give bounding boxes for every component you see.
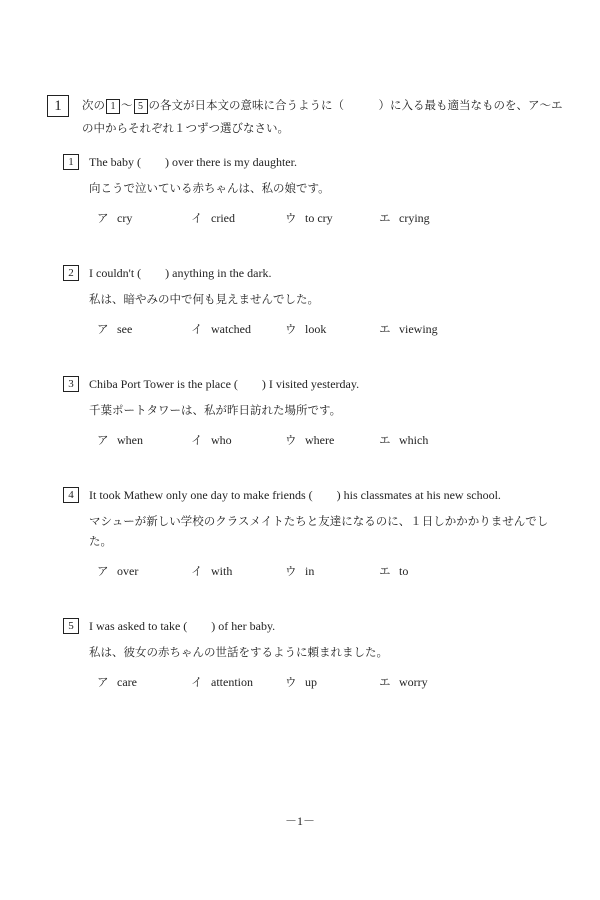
choice-text: in: [305, 564, 315, 578]
choice-i: [191, 210, 235, 226]
japanese-sentence: 私は、彼女の赤ちゃんの世話をするように頼まれました。: [89, 645, 388, 659]
choice-text: up: [305, 675, 317, 689]
choice-row: [97, 563, 577, 579]
choice-a: [97, 674, 137, 690]
choice-label: イ: [191, 322, 203, 336]
question-number-box: 1: [63, 154, 79, 170]
choice-label: ア: [97, 675, 109, 689]
choice-i: [191, 321, 251, 337]
choice-u: [285, 321, 326, 337]
choice-e: [379, 563, 408, 579]
choice-text: with: [211, 564, 233, 578]
choice-row: [97, 674, 577, 690]
japanese-sentence: 私は、暗やみの中で何も見えませんでした。: [89, 292, 319, 306]
choice-i: [191, 674, 253, 690]
choice-a: [97, 432, 143, 448]
choice-label: イ: [191, 675, 203, 689]
choice-text: when: [117, 433, 143, 447]
choice-label: ウ: [285, 211, 297, 225]
choice-text: crying: [399, 211, 430, 225]
choice-text: see: [117, 322, 133, 336]
english-sentence: I was asked to take ( ) of her baby.: [89, 619, 276, 633]
choice-text: who: [211, 433, 232, 447]
choice-label: イ: [191, 564, 203, 578]
choice-label: エ: [379, 211, 391, 225]
choice-label: エ: [379, 322, 391, 336]
question-number-box: 5: [63, 618, 79, 634]
choice-label: ア: [97, 211, 109, 225]
section-number: 1: [54, 98, 62, 114]
choice-text: attention: [211, 675, 253, 689]
section-number-box: [47, 95, 69, 117]
choice-label: ウ: [285, 675, 297, 689]
page-number: －1－: [284, 814, 315, 828]
choice-text: over: [117, 564, 139, 578]
japanese-sentence: 千葉ポートタワーは、私が昨日訪れた場所です。: [89, 403, 342, 417]
choice-label: ア: [97, 433, 109, 447]
choice-a: [97, 321, 132, 337]
range-tilde: ～: [121, 98, 133, 112]
choice-label: ウ: [285, 322, 297, 336]
range-start-box: 1: [106, 99, 120, 114]
instruction-text-start: 次の: [82, 98, 105, 112]
question-number-box: 2: [63, 265, 79, 281]
choice-row: [97, 432, 577, 448]
range-end-box: 5: [134, 99, 148, 114]
choice-u: [285, 210, 333, 226]
question-number-box: 4: [63, 487, 79, 503]
choice-text: to: [399, 564, 409, 578]
choice-label: ア: [97, 564, 109, 578]
choice-text: cry: [117, 211, 133, 225]
choice-label: ウ: [285, 433, 297, 447]
choice-text: care: [117, 675, 137, 689]
choice-a: [97, 563, 138, 579]
choice-i: [191, 432, 232, 448]
choice-text: worry: [399, 675, 428, 689]
english-sentence: I couldn't ( ) anything in the dark.: [89, 266, 272, 280]
japanese-sentence: 向こうで泣いている赤ちゃんは、私の娘です。: [89, 181, 330, 195]
choice-label: イ: [191, 433, 203, 447]
instruction-line-1: [82, 97, 563, 114]
choice-text: watched: [211, 322, 251, 336]
choice-row: [97, 321, 577, 337]
choice-e: [379, 321, 438, 337]
english-sentence: Chiba Port Tower is the place ( ) I visited yesterday.: [89, 377, 360, 391]
instruction-text-rest: の各文が日本文の意味に合うように（ ）に入る最も適当なものを、ア～エ: [148, 98, 563, 112]
choice-label: ウ: [285, 564, 297, 578]
choice-e: [379, 674, 428, 690]
choice-row: [97, 210, 577, 226]
choice-e: [379, 432, 428, 448]
choice-label: エ: [379, 675, 391, 689]
choice-text: cried: [211, 211, 235, 225]
instruction-line-2: の中からそれぞれ１つずつ選びなさい。: [82, 121, 289, 135]
choice-text: viewing: [399, 322, 438, 336]
choice-u: [285, 674, 317, 690]
choice-text: to cry: [305, 211, 333, 225]
english-sentence: It took Mathew only one day to make friends ( ) his classmates at his new school.: [89, 488, 501, 502]
choice-a: [97, 210, 132, 226]
choice-e: [379, 210, 430, 226]
choice-text: which: [399, 433, 429, 447]
choice-text: where: [305, 433, 335, 447]
choice-i: [191, 563, 232, 579]
choice-label: ア: [97, 322, 109, 336]
choice-label: エ: [379, 433, 391, 447]
choice-u: [285, 563, 314, 579]
choice-label: イ: [191, 211, 203, 225]
choice-u: [285, 432, 334, 448]
japanese-sentence: マシューが新しい学校のクラスメイトたちと友達になるのに、１日しかかかりませんでした。: [89, 514, 549, 548]
english-sentence: The baby ( ) over there is my daughter.: [89, 155, 297, 169]
choice-label: エ: [379, 564, 391, 578]
question-number-box: 3: [63, 376, 79, 392]
choice-text: look: [305, 322, 327, 336]
